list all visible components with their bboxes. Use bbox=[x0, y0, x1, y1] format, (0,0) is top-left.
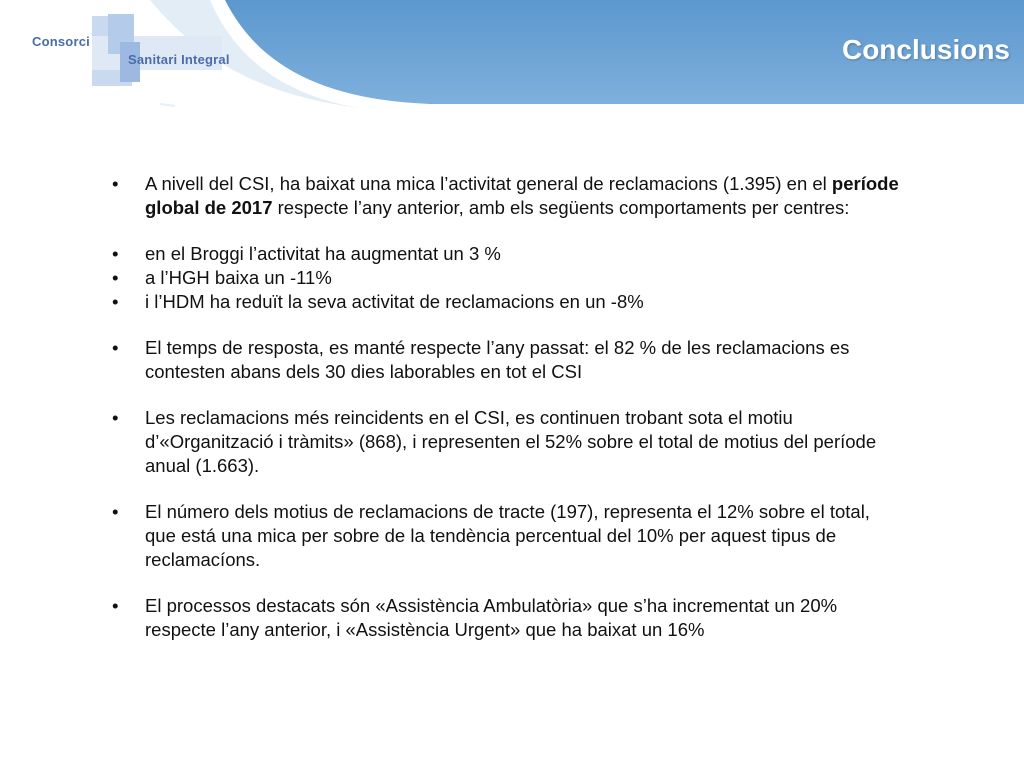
bullet-text-bold: període global de 2017 bbox=[145, 173, 899, 218]
bullet-item-temps-resposta: • El temps de resposta, es manté respecte l’any passat: el 82 % de les reclamacions es contesten abans dels 30 dies laborables en tot el CSI bbox=[112, 336, 902, 384]
bullet-text: respecte l’any anterior, amb els següents comportaments per centres: bbox=[272, 197, 850, 218]
page-title: Conclusions bbox=[841, 34, 1010, 65]
logo-text-consorci: Consorci bbox=[32, 34, 90, 49]
bullet-item-broggi: • en el Broggi l’activitat ha augmentat un 3 % bbox=[112, 242, 902, 266]
bullet-item-hgh: • a l’HGH baixa un -11% bbox=[112, 266, 902, 290]
bullet-item-processos: • El processos destacats són «Assistència Ambulatòria» que s’ha incrementat un 20% respecte l’any anterior, i «Assistència Urgent» que ha baixat un 16% bbox=[112, 594, 902, 642]
consorci-sanitari-integral-logo bbox=[30, 12, 240, 92]
logo-text-sanitari-integral: Sanitari Integral bbox=[128, 52, 230, 67]
bullet-text: A nivell del CSI, ha baixat una mica l’activitat general de reclamacions (1.395) en el bbox=[145, 173, 832, 194]
conclusions-list bbox=[112, 172, 902, 642]
bullet-item-reincidents: • Les reclamacions més reincidents en el CSI, es continuen trobant sota el motiu d’«Organització i tràmits» (868), i representen el 52% sobre el total de motius del període anual (1.663). bbox=[112, 406, 902, 478]
bullet-item-hdm: • i l’HDM ha reduït la seva activitat de reclamacions en un -8% bbox=[112, 290, 902, 314]
bullet-item-tracte: • El número dels motius de reclamacions de tracte (197), representa el 12% sobre el total, que está una mica per sobre de la tendència percentual del 10% per aquest tipus de reclamacíons. bbox=[112, 500, 902, 572]
bullet-item-activitat-general bbox=[112, 172, 902, 220]
